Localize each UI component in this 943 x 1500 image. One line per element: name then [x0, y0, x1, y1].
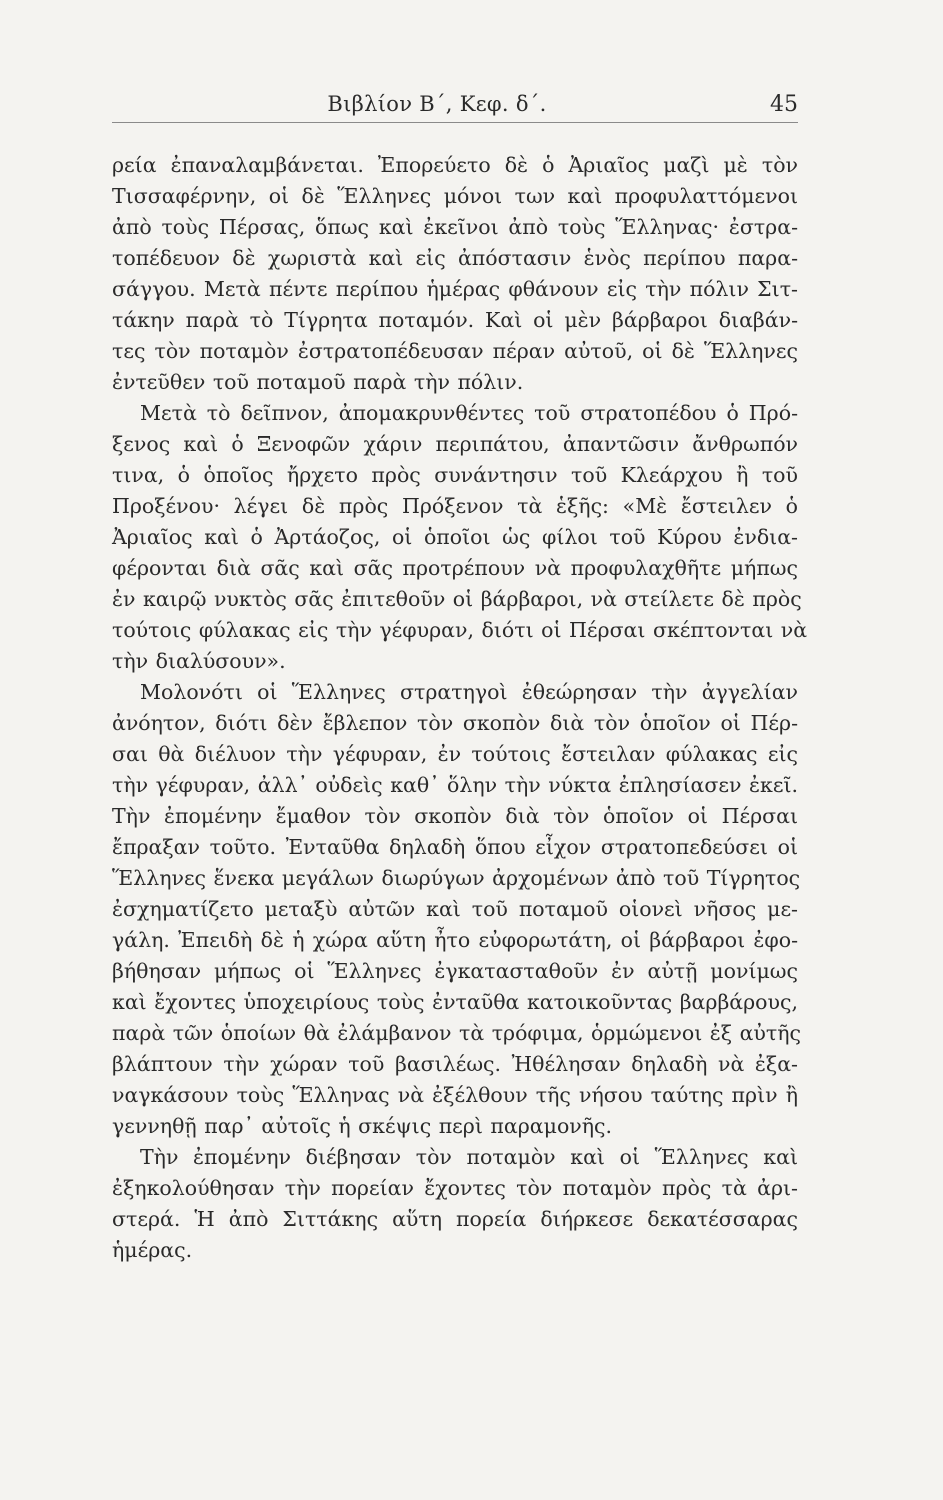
text-line: φέρονται διὰ σᾶς καὶ σᾶς προτρέπουν νὰ προφυλαχθῆτε μήπως [112, 556, 798, 580]
text-line: ρεία ἐπαναλαμβάνεται. Ἐπορεύετο δὲ ὁ Ἀριαῖος μαζὶ μὲ τὸν [112, 153, 798, 177]
text-line: Ἀριαῖος καὶ ὁ Ἀρτάοζος, οἱ ὁποῖοι ὡς φίλοι τοῦ Κύρου ἐνδια- [112, 525, 798, 549]
text-line: Ἕλληνες ἕνεκα μεγάλων διωρύγων ἀρχομένων ἀπὸ τοῦ Τίγρητος [112, 866, 801, 890]
running-title: Βιβλίον Β΄, Κεφ. δ΄. [327, 92, 547, 116]
text-line: ἡμέρας. [112, 1238, 193, 1262]
body-text [112, 150, 808, 1266]
text-line: βήθησαν μήπως οἱ Ἕλληνες ἐγκατασταθοῦν ἐν αὐτῇ μονίμως [112, 959, 798, 983]
text-line: γάλη. Ἐπειδὴ δὲ ἡ χώρα αὕτη ἦτο εὐφορωτάτη, οἱ βάρβαροι ἐφο- [112, 928, 798, 952]
text-line: τάκην παρὰ τὸ Τίγρητα ποταμόν. Καὶ οἱ μὲν βάρβαροι διαβάν- [112, 308, 798, 332]
text-line: ναγκάσουν τοὺς Ἕλληνας νὰ ἐξέλθουν τῆς νήσου ταύτης πρὶν ἢ [112, 1083, 798, 1107]
page-number: 45 [770, 92, 798, 117]
text-line: Μετὰ τὸ δεῖπνον, ἀπομακρυνθέντες τοῦ στρατοπέδου ὁ Πρό- [140, 401, 798, 425]
text-line: τες τὸν ποταμὸν ἐστρατοπέδευσαν πέραν αὐτοῦ, οἱ δὲ Ἕλληνες [112, 339, 798, 363]
text-line: ἔπραξαν τοῦτο. Ἐνταῦθα δηλαδὴ ὅπου εἶχον στρατοπεδεύσει οἱ [112, 835, 798, 859]
text-line: Τὴν ἐπομένην διέβησαν τὸν ποταμὸν καὶ οἱ Ἕλληνες καὶ [140, 1145, 798, 1169]
text-line: τινα, ὁ ὁποῖος ἤρχετο πρὸς συνάντησιν τοῦ Κλεάρχου ἢ τοῦ [112, 463, 798, 487]
text-line: ἀνόητον, διότι δὲν ἔβλεπον τὸν σκοπὸν διὰ τὸν ὁποῖον οἱ Πέρ- [112, 711, 798, 735]
text-line: στερά. Ἡ ἀπὸ Σιττάκης αὕτη πορεία διήρκεσε δεκατέσσαρας [112, 1207, 798, 1231]
text-line: καὶ ἔχοντες ὑποχειρίους τοὺς ἐνταῦθα κατοικοῦντας βαρβάρους, [112, 990, 798, 1014]
text-line: τὴν διαλύσουν». [112, 649, 286, 673]
text-line: τοπέδευον δὲ χωριστὰ καὶ εἰς ἀπόστασιν ἑνὸς περίπου παρα- [112, 246, 798, 270]
text-line: ἐν καιρῷ νυκτὸς σᾶς ἐπιτεθοῦν οἱ βάρβαροι, νὰ στείλετε δὲ πρὸς [112, 587, 802, 611]
text-line: ἐξηκολούθησαν τὴν πορείαν ἔχοντες τὸν ποταμὸν πρὸς τὰ ἀρι- [112, 1176, 798, 1200]
text-line: Τὴν ἐπομένην ἔμαθον τὸν σκοπὸν διὰ τὸν ὁποῖον οἱ Πέρσαι [112, 804, 798, 828]
text-line: Τισσαφέρνην, οἱ δὲ Ἕλληνες μόνοι των καὶ προφυλαττόμενοι [112, 184, 798, 208]
text-line: γεννηθῇ παρ᾽ αὐτοῖς ἡ σκέψις περὶ παραμονῆς. [112, 1114, 613, 1138]
text-line: ἐντεῦθεν τοῦ ποταμοῦ παρὰ τὴν πόλιν. [112, 370, 524, 394]
text-line: Μολονότι οἱ Ἕλληνες στρατηγοὶ ἐθεώρησαν τὴν ἀγγελίαν [140, 680, 798, 704]
text-line: ἀπὸ τοὺς Πέρσας, ὅπως καὶ ἐκεῖνοι ἀπὸ τοὺς Ἕλληνας· ἐστρα- [112, 215, 798, 239]
text-line: βλάπτουν τὴν χώραν τοῦ βασιλέως. Ἠθέλησαν δηλαδὴ νὰ ἐξα- [112, 1052, 798, 1076]
text-line: Προξένου· λέγει δὲ πρὸς Πρόξενον τὰ ἑξῆς: «Μὲ ἔστειλεν ὁ [112, 494, 798, 518]
text-line: τὴν γέφυραν, ἀλλ᾽ οὐδεὶς καθ᾽ ὅλην τὴν νύκτα ἐπλησίασεν ἐκεῖ. [112, 773, 798, 797]
running-head [112, 92, 798, 123]
text-line: ἐσχηματίζετο μεταξὺ αὐτῶν καὶ τοῦ ποταμοῦ οἱονεὶ νῆσος με- [112, 897, 798, 921]
text-line: σαι θὰ διέλυον τὴν γέφυραν, ἐν τούτοις ἔστειλαν φύλακας εἰς [112, 742, 798, 766]
text-line: παρὰ τῶν ὁποίων θὰ ἐλάμβανον τὰ τρόφιμα, ὁρμώμενοι ἐξ αὐτῆς [112, 1021, 801, 1045]
text-line: σάγγου. Μετὰ πέντε περίπου ἡμέρας φθάνουν εἰς τὴν πόλιν Σιτ- [112, 277, 798, 301]
text-line: ξενος καὶ ὁ Ξενοφῶν χάριν περιπάτου, ἀπαντῶσιν ἄνθρωπόν [112, 432, 798, 456]
text-line: τούτοις φύλακας εἰς τὴν γέφυραν, διότι οἱ Πέρσαι σκέπτονται νὰ [112, 618, 808, 642]
